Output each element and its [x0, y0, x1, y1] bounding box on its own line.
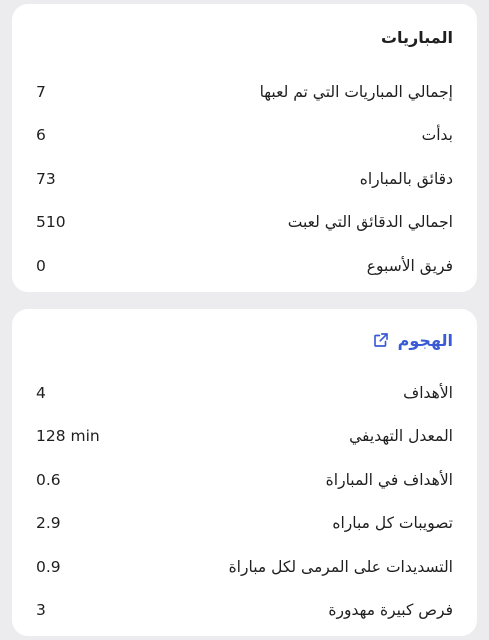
- matches-card: [12, 4, 477, 292]
- stat-row-minutes-per-game: [36, 157, 453, 201]
- stat-value: 128 min: [36, 427, 100, 446]
- attack-card-header-link[interactable]: [36, 309, 453, 371]
- stat-value: 73: [36, 169, 56, 188]
- stat-value: 0.9: [36, 557, 61, 576]
- stat-value: 0.6: [36, 470, 61, 489]
- stat-label: بدأت: [421, 126, 453, 145]
- stat-label: فريق الأسبوع: [366, 256, 453, 275]
- stat-label: اجمالي الدقائق التي لعبت: [287, 213, 453, 232]
- stat-row-big-chances-missed: [36, 589, 453, 633]
- stat-row-matches-played: [36, 70, 453, 114]
- attack-card: [12, 309, 477, 636]
- stat-label: فرص كبيرة مهدورة: [328, 601, 453, 620]
- stat-label: الأهداف في المباراة: [325, 470, 453, 489]
- stat-label: تصويبات كل مباراه: [332, 514, 453, 533]
- matches-card-title: المباريات: [380, 27, 453, 47]
- stat-label: إجمالي المباريات التي تم لعبها: [259, 82, 453, 101]
- stat-row-shots-per-game: [36, 502, 453, 546]
- stat-value: 2.9: [36, 514, 61, 533]
- stat-value: 4: [36, 383, 46, 402]
- stat-label: الأهداف: [403, 383, 453, 402]
- stat-value: 3: [36, 601, 46, 620]
- stat-value: 0: [36, 256, 46, 275]
- stat-value: 6: [36, 126, 46, 145]
- external-link-icon[interactable]: [372, 331, 390, 349]
- stat-label: دقائق بالمباراه: [359, 169, 453, 188]
- stat-row-shots-on-target-per-game: [36, 545, 453, 589]
- stat-row-scoring-frequency: [36, 415, 453, 459]
- stat-row-goals: [36, 371, 453, 415]
- stat-row-total-minutes: [36, 201, 453, 245]
- attack-card-title[interactable]: الهجوم: [397, 330, 453, 350]
- stat-value: 7: [36, 82, 46, 101]
- stat-label: التسديدات على المرمى لكل مباراة: [228, 557, 453, 576]
- stat-label: المعدل التهديفي: [349, 427, 453, 446]
- stat-row-team-of-week: [36, 244, 453, 288]
- stat-value: 510: [36, 213, 66, 232]
- stat-row-started: [36, 114, 453, 158]
- stat-row-goals-per-game: [36, 458, 453, 502]
